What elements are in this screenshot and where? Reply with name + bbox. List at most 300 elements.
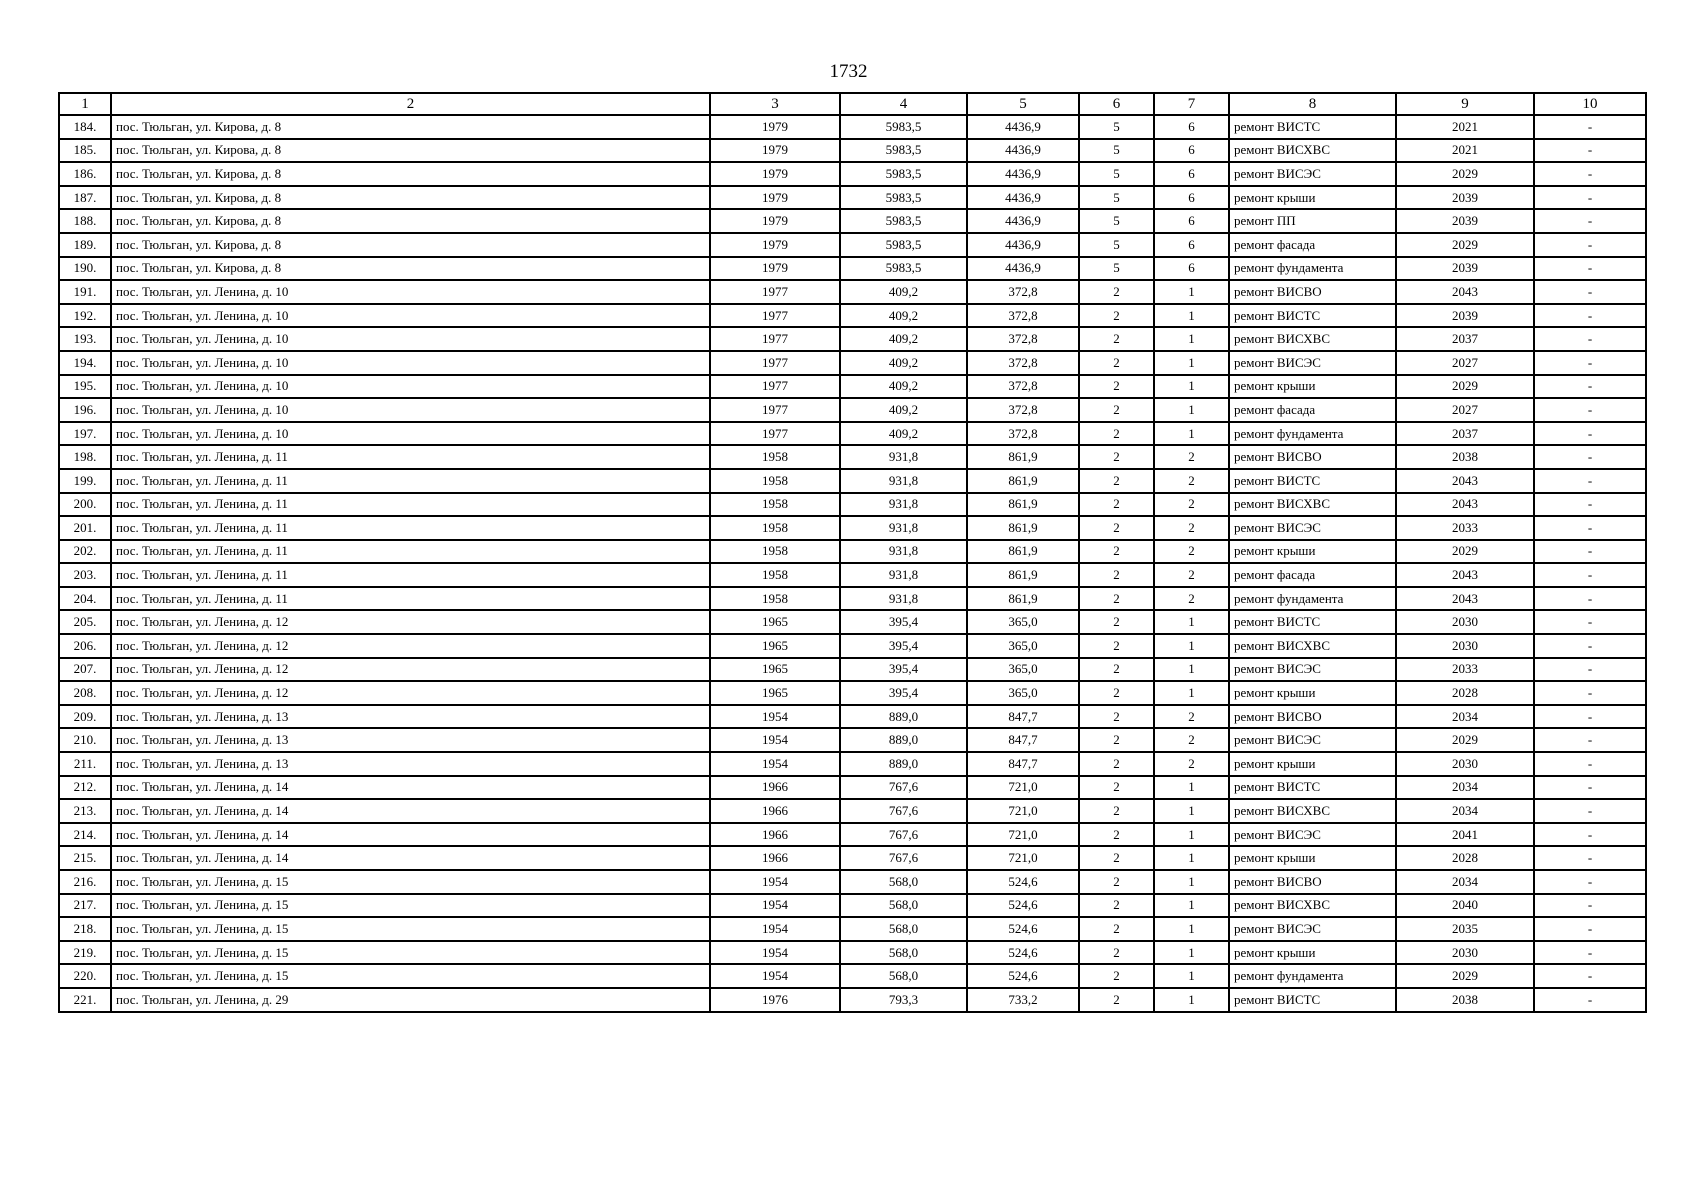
- cell-total-area: 5983,5: [840, 186, 967, 210]
- cell-column-10: -: [1534, 941, 1646, 965]
- table-row: [59, 823, 1646, 847]
- cell-entrances: 1: [1154, 870, 1229, 894]
- table-row: [59, 493, 1646, 517]
- cell-entrances: 1: [1154, 658, 1229, 682]
- cell-work-type: ремонт ВИСЭС: [1229, 516, 1396, 540]
- cell-address: пос. Тюльган, ул. Кирова, д. 8: [111, 139, 710, 163]
- cell-build-year: 1966: [710, 799, 840, 823]
- cell-planned-year: 2030: [1396, 634, 1534, 658]
- cell-living-area: 847,7: [967, 705, 1079, 729]
- cell-column-10: -: [1534, 445, 1646, 469]
- cell-floors: 2: [1079, 728, 1154, 752]
- cell-build-year: 1966: [710, 823, 840, 847]
- cell-total-area: 568,0: [840, 894, 967, 918]
- cell-work-type: ремонт крыши: [1229, 846, 1396, 870]
- cell-planned-year: 2029: [1396, 162, 1534, 186]
- cell-address: пос. Тюльган, ул. Ленина, д. 15: [111, 917, 710, 941]
- cell-planned-year: 2030: [1396, 941, 1534, 965]
- cell-build-year: 1965: [710, 634, 840, 658]
- cell-floors: 2: [1079, 799, 1154, 823]
- cell-living-area: 4436,9: [967, 186, 1079, 210]
- cell-floors: 2: [1079, 964, 1154, 988]
- cell-column-10: -: [1534, 870, 1646, 894]
- cell-address: пос. Тюльган, ул. Кирова, д. 8: [111, 209, 710, 233]
- cell-total-area: 395,4: [840, 658, 967, 682]
- cell-living-area: 861,9: [967, 445, 1079, 469]
- cell-entrances: 6: [1154, 209, 1229, 233]
- column-header-7: 7: [1154, 93, 1229, 115]
- cell-planned-year: 2028: [1396, 846, 1534, 870]
- cell-total-area: 409,2: [840, 398, 967, 422]
- cell-floors: 5: [1079, 209, 1154, 233]
- cell-row-number: 184.: [59, 115, 111, 139]
- cell-floors: 2: [1079, 752, 1154, 776]
- cell-build-year: 1977: [710, 304, 840, 328]
- cell-living-area: 4436,9: [967, 162, 1079, 186]
- cell-row-number: 210.: [59, 728, 111, 752]
- cell-floors: 2: [1079, 776, 1154, 800]
- table-row: [59, 162, 1646, 186]
- cell-living-area: 524,6: [967, 870, 1079, 894]
- cell-total-area: 5983,5: [840, 139, 967, 163]
- cell-column-10: -: [1534, 139, 1646, 163]
- table-row: [59, 728, 1646, 752]
- cell-address: пос. Тюльган, ул. Кирова, д. 8: [111, 257, 710, 281]
- cell-entrances: 6: [1154, 162, 1229, 186]
- cell-build-year: 1954: [710, 752, 840, 776]
- table-row: [59, 398, 1646, 422]
- cell-column-10: -: [1534, 823, 1646, 847]
- table-row: [59, 752, 1646, 776]
- cell-build-year: 1954: [710, 705, 840, 729]
- column-header-4: 4: [840, 93, 967, 115]
- cell-living-area: 861,9: [967, 540, 1079, 564]
- cell-entrances: 6: [1154, 257, 1229, 281]
- cell-work-type: ремонт ВИСТС: [1229, 610, 1396, 634]
- cell-total-area: 931,8: [840, 445, 967, 469]
- cell-entrances: 1: [1154, 799, 1229, 823]
- cell-total-area: 931,8: [840, 587, 967, 611]
- cell-entrances: 1: [1154, 917, 1229, 941]
- cell-floors: 2: [1079, 681, 1154, 705]
- cell-build-year: 1958: [710, 516, 840, 540]
- cell-entrances: 2: [1154, 587, 1229, 611]
- table-row: [59, 209, 1646, 233]
- table-row: [59, 610, 1646, 634]
- cell-entrances: 1: [1154, 398, 1229, 422]
- cell-address: пос. Тюльган, ул. Ленина, д. 10: [111, 422, 710, 446]
- cell-row-number: 191.: [59, 280, 111, 304]
- cell-total-area: 5983,5: [840, 209, 967, 233]
- cell-row-number: 208.: [59, 681, 111, 705]
- cell-address: пос. Тюльган, ул. Ленина, д. 14: [111, 799, 710, 823]
- page-number: 1732: [829, 61, 868, 82]
- cell-total-area: 395,4: [840, 610, 967, 634]
- cell-address: пос. Тюльган, ул. Ленина, д. 12: [111, 610, 710, 634]
- cell-work-type: ремонт ВИСТС: [1229, 469, 1396, 493]
- cell-column-10: -: [1534, 563, 1646, 587]
- cell-living-area: 524,6: [967, 917, 1079, 941]
- cell-address: пос. Тюльган, ул. Ленина, д. 11: [111, 493, 710, 517]
- cell-work-type: ремонт ВИСЭС: [1229, 823, 1396, 847]
- cell-entrances: 2: [1154, 728, 1229, 752]
- cell-planned-year: 2029: [1396, 540, 1534, 564]
- register-table: [58, 92, 1647, 1013]
- cell-row-number: 192.: [59, 304, 111, 328]
- cell-floors: 2: [1079, 941, 1154, 965]
- cell-total-area: 409,2: [840, 327, 967, 351]
- cell-build-year: 1979: [710, 162, 840, 186]
- cell-total-area: 767,6: [840, 799, 967, 823]
- cell-floors: 2: [1079, 658, 1154, 682]
- cell-planned-year: 2043: [1396, 280, 1534, 304]
- table-row: [59, 540, 1646, 564]
- table-row: [59, 776, 1646, 800]
- cell-entrances: 1: [1154, 422, 1229, 446]
- cell-living-area: 372,8: [967, 398, 1079, 422]
- cell-entrances: 1: [1154, 304, 1229, 328]
- cell-planned-year: 2029: [1396, 375, 1534, 399]
- cell-total-area: 889,0: [840, 752, 967, 776]
- cell-total-area: 889,0: [840, 705, 967, 729]
- cell-work-type: ремонт ВИСТС: [1229, 304, 1396, 328]
- cell-living-area: 4436,9: [967, 139, 1079, 163]
- table-row: [59, 587, 1646, 611]
- cell-living-area: 372,8: [967, 327, 1079, 351]
- cell-floors: 5: [1079, 257, 1154, 281]
- cell-work-type: ремонт фундамента: [1229, 587, 1396, 611]
- cell-floors: 2: [1079, 870, 1154, 894]
- cell-planned-year: 2033: [1396, 658, 1534, 682]
- cell-build-year: 1979: [710, 233, 840, 257]
- table-row: [59, 516, 1646, 540]
- cell-entrances: 2: [1154, 752, 1229, 776]
- cell-living-area: 861,9: [967, 587, 1079, 611]
- cell-planned-year: 2038: [1396, 445, 1534, 469]
- cell-row-number: 197.: [59, 422, 111, 446]
- cell-work-type: ремонт ПП: [1229, 209, 1396, 233]
- cell-total-area: 5983,5: [840, 233, 967, 257]
- cell-row-number: 219.: [59, 941, 111, 965]
- cell-entrances: 2: [1154, 469, 1229, 493]
- cell-work-type: ремонт фундамента: [1229, 964, 1396, 988]
- cell-column-10: -: [1534, 587, 1646, 611]
- table-row: [59, 280, 1646, 304]
- cell-build-year: 1979: [710, 186, 840, 210]
- cell-total-area: 767,6: [840, 776, 967, 800]
- table-row: [59, 445, 1646, 469]
- cell-column-10: -: [1534, 964, 1646, 988]
- cell-row-number: 207.: [59, 658, 111, 682]
- cell-floors: 2: [1079, 351, 1154, 375]
- cell-address: пос. Тюльган, ул. Ленина, д. 12: [111, 681, 710, 705]
- cell-floors: 5: [1079, 186, 1154, 210]
- cell-build-year: 1979: [710, 209, 840, 233]
- cell-entrances: 6: [1154, 139, 1229, 163]
- cell-row-number: 218.: [59, 917, 111, 941]
- cell-floors: 2: [1079, 563, 1154, 587]
- cell-address: пос. Тюльган, ул. Кирова, д. 8: [111, 115, 710, 139]
- cell-column-10: -: [1534, 162, 1646, 186]
- cell-work-type: ремонт крыши: [1229, 941, 1396, 965]
- table-row: [59, 115, 1646, 139]
- cell-column-10: -: [1534, 493, 1646, 517]
- cell-planned-year: 2041: [1396, 823, 1534, 847]
- cell-build-year: 1958: [710, 587, 840, 611]
- cell-planned-year: 2039: [1396, 186, 1534, 210]
- cell-build-year: 1979: [710, 139, 840, 163]
- cell-column-10: -: [1534, 233, 1646, 257]
- cell-living-area: 847,7: [967, 752, 1079, 776]
- cell-floors: 2: [1079, 823, 1154, 847]
- cell-entrances: 1: [1154, 375, 1229, 399]
- cell-entrances: 2: [1154, 540, 1229, 564]
- cell-column-10: -: [1534, 681, 1646, 705]
- cell-work-type: ремонт ВИСХВС: [1229, 139, 1396, 163]
- cell-planned-year: 2028: [1396, 681, 1534, 705]
- cell-address: пос. Тюльган, ул. Ленина, д. 11: [111, 587, 710, 611]
- cell-work-type: ремонт ВИСЭС: [1229, 917, 1396, 941]
- cell-address: пос. Тюльган, ул. Ленина, д. 13: [111, 705, 710, 729]
- table-row: [59, 870, 1646, 894]
- cell-entrances: 2: [1154, 563, 1229, 587]
- cell-row-number: 189.: [59, 233, 111, 257]
- cell-work-type: ремонт крыши: [1229, 540, 1396, 564]
- cell-floors: 2: [1079, 516, 1154, 540]
- cell-living-area: 4436,9: [967, 233, 1079, 257]
- table-row: [59, 988, 1646, 1012]
- cell-address: пос. Тюльган, ул. Ленина, д. 10: [111, 327, 710, 351]
- cell-row-number: 196.: [59, 398, 111, 422]
- cell-floors: 2: [1079, 398, 1154, 422]
- cell-planned-year: 2039: [1396, 257, 1534, 281]
- cell-total-area: 395,4: [840, 634, 967, 658]
- cell-row-number: 212.: [59, 776, 111, 800]
- cell-planned-year: 2030: [1396, 610, 1534, 634]
- cell-column-10: -: [1534, 186, 1646, 210]
- cell-build-year: 1954: [710, 917, 840, 941]
- cell-row-number: 198.: [59, 445, 111, 469]
- cell-address: пос. Тюльган, ул. Ленина, д. 15: [111, 870, 710, 894]
- cell-address: пос. Тюльган, ул. Ленина, д. 11: [111, 563, 710, 587]
- cell-work-type: ремонт крыши: [1229, 681, 1396, 705]
- cell-total-area: 793,3: [840, 988, 967, 1012]
- cell-build-year: 1977: [710, 398, 840, 422]
- cell-column-10: -: [1534, 516, 1646, 540]
- cell-planned-year: 2039: [1396, 209, 1534, 233]
- cell-floors: 2: [1079, 846, 1154, 870]
- cell-column-10: -: [1534, 280, 1646, 304]
- cell-row-number: 195.: [59, 375, 111, 399]
- cell-row-number: 204.: [59, 587, 111, 611]
- cell-living-area: 733,2: [967, 988, 1079, 1012]
- cell-column-10: -: [1534, 469, 1646, 493]
- cell-living-area: 372,8: [967, 375, 1079, 399]
- cell-entrances: 2: [1154, 493, 1229, 517]
- cell-living-area: 524,6: [967, 964, 1079, 988]
- cell-build-year: 1954: [710, 870, 840, 894]
- cell-row-number: 209.: [59, 705, 111, 729]
- cell-entrances: 1: [1154, 634, 1229, 658]
- cell-build-year: 1954: [710, 728, 840, 752]
- cell-build-year: 1977: [710, 375, 840, 399]
- cell-floors: 2: [1079, 469, 1154, 493]
- cell-total-area: 409,2: [840, 351, 967, 375]
- cell-address: пос. Тюльган, ул. Кирова, д. 8: [111, 162, 710, 186]
- cell-living-area: 721,0: [967, 776, 1079, 800]
- cell-planned-year: 2038: [1396, 988, 1534, 1012]
- column-header-2: 2: [111, 93, 710, 115]
- cell-living-area: 721,0: [967, 799, 1079, 823]
- cell-build-year: 1977: [710, 422, 840, 446]
- cell-floors: 2: [1079, 493, 1154, 517]
- cell-planned-year: 2043: [1396, 469, 1534, 493]
- table-row: [59, 799, 1646, 823]
- cell-address: пос. Тюльган, ул. Ленина, д. 29: [111, 988, 710, 1012]
- cell-row-number: 201.: [59, 516, 111, 540]
- cell-planned-year: 2039: [1396, 304, 1534, 328]
- cell-living-area: 4436,9: [967, 209, 1079, 233]
- cell-total-area: 409,2: [840, 422, 967, 446]
- cell-work-type: ремонт ВИСВО: [1229, 705, 1396, 729]
- cell-total-area: 395,4: [840, 681, 967, 705]
- table-row: [59, 139, 1646, 163]
- cell-entrances: 1: [1154, 894, 1229, 918]
- table-row: [59, 964, 1646, 988]
- cell-row-number: 213.: [59, 799, 111, 823]
- cell-planned-year: 2021: [1396, 115, 1534, 139]
- cell-work-type: ремонт фасада: [1229, 233, 1396, 257]
- cell-planned-year: 2029: [1396, 964, 1534, 988]
- cell-floors: 5: [1079, 139, 1154, 163]
- table-row: [59, 327, 1646, 351]
- cell-planned-year: 2021: [1396, 139, 1534, 163]
- cell-floors: 2: [1079, 917, 1154, 941]
- cell-row-number: 217.: [59, 894, 111, 918]
- cell-build-year: 1977: [710, 327, 840, 351]
- table-row: [59, 917, 1646, 941]
- cell-address: пос. Тюльган, ул. Ленина, д. 14: [111, 846, 710, 870]
- cell-work-type: ремонт ВИСТС: [1229, 115, 1396, 139]
- cell-column-10: -: [1534, 327, 1646, 351]
- cell-total-area: 568,0: [840, 917, 967, 941]
- cell-work-type: ремонт ВИСТС: [1229, 988, 1396, 1012]
- table-row: [59, 469, 1646, 493]
- cell-planned-year: 2030: [1396, 752, 1534, 776]
- cell-work-type: ремонт ВИСЭС: [1229, 351, 1396, 375]
- table-row: [59, 941, 1646, 965]
- column-header-5: 5: [967, 93, 1079, 115]
- cell-column-10: -: [1534, 728, 1646, 752]
- cell-row-number: 215.: [59, 846, 111, 870]
- cell-column-10: -: [1534, 351, 1646, 375]
- cell-row-number: 206.: [59, 634, 111, 658]
- cell-address: пос. Тюльган, ул. Кирова, д. 8: [111, 186, 710, 210]
- cell-row-number: 214.: [59, 823, 111, 847]
- cell-total-area: 931,8: [840, 563, 967, 587]
- cell-planned-year: 2043: [1396, 587, 1534, 611]
- cell-row-number: 216.: [59, 870, 111, 894]
- column-header-6: 6: [1079, 93, 1154, 115]
- cell-work-type: ремонт ВИСХВС: [1229, 634, 1396, 658]
- cell-entrances: 1: [1154, 964, 1229, 988]
- cell-work-type: ремонт ВИСЭС: [1229, 728, 1396, 752]
- cell-build-year: 1958: [710, 493, 840, 517]
- cell-floors: 5: [1079, 162, 1154, 186]
- cell-floors: 2: [1079, 540, 1154, 564]
- cell-build-year: 1954: [710, 964, 840, 988]
- cell-address: пос. Тюльган, ул. Ленина, д. 15: [111, 964, 710, 988]
- cell-total-area: 568,0: [840, 870, 967, 894]
- cell-row-number: 185.: [59, 139, 111, 163]
- cell-address: пос. Тюльган, ул. Ленина, д. 11: [111, 516, 710, 540]
- cell-row-number: 220.: [59, 964, 111, 988]
- cell-build-year: 1977: [710, 351, 840, 375]
- cell-column-10: -: [1534, 846, 1646, 870]
- cell-floors: 2: [1079, 280, 1154, 304]
- table-row: [59, 257, 1646, 281]
- cell-total-area: 409,2: [840, 375, 967, 399]
- cell-address: пос. Тюльган, ул. Ленина, д. 10: [111, 351, 710, 375]
- cell-address: пос. Тюльган, ул. Ленина, д. 12: [111, 634, 710, 658]
- cell-row-number: 202.: [59, 540, 111, 564]
- table-row: [59, 563, 1646, 587]
- cell-floors: 2: [1079, 894, 1154, 918]
- cell-planned-year: 2040: [1396, 894, 1534, 918]
- table-row: [59, 846, 1646, 870]
- cell-column-10: -: [1534, 776, 1646, 800]
- cell-living-area: 861,9: [967, 516, 1079, 540]
- cell-living-area: 524,6: [967, 894, 1079, 918]
- cell-living-area: 372,8: [967, 280, 1079, 304]
- cell-entrances: 1: [1154, 941, 1229, 965]
- cell-entrances: 6: [1154, 186, 1229, 210]
- cell-living-area: 372,8: [967, 351, 1079, 375]
- cell-build-year: 1979: [710, 115, 840, 139]
- cell-build-year: 1966: [710, 846, 840, 870]
- cell-build-year: 1979: [710, 257, 840, 281]
- table-row: [59, 422, 1646, 446]
- cell-row-number: 187.: [59, 186, 111, 210]
- cell-row-number: 200.: [59, 493, 111, 517]
- cell-work-type: ремонт ВИСТС: [1229, 776, 1396, 800]
- column-header-9: 9: [1396, 93, 1534, 115]
- cell-total-area: 568,0: [840, 964, 967, 988]
- cell-column-10: -: [1534, 988, 1646, 1012]
- cell-build-year: 1958: [710, 540, 840, 564]
- column-header-1: 1: [59, 93, 111, 115]
- cell-planned-year: 2034: [1396, 776, 1534, 800]
- cell-row-number: 194.: [59, 351, 111, 375]
- cell-build-year: 1965: [710, 658, 840, 682]
- cell-entrances: 1: [1154, 681, 1229, 705]
- cell-floors: 2: [1079, 422, 1154, 446]
- cell-planned-year: 2034: [1396, 799, 1534, 823]
- cell-column-10: -: [1534, 894, 1646, 918]
- cell-entrances: 1: [1154, 776, 1229, 800]
- cell-column-10: -: [1534, 658, 1646, 682]
- cell-build-year: 1958: [710, 563, 840, 587]
- cell-address: пос. Тюльган, ул. Ленина, д. 13: [111, 752, 710, 776]
- cell-floors: 2: [1079, 610, 1154, 634]
- table-row: [59, 634, 1646, 658]
- cell-planned-year: 2037: [1396, 327, 1534, 351]
- cell-row-number: 205.: [59, 610, 111, 634]
- cell-address: пос. Тюльган, ул. Ленина, д. 14: [111, 823, 710, 847]
- cell-total-area: 931,8: [840, 516, 967, 540]
- table-row: [59, 658, 1646, 682]
- cell-entrances: 1: [1154, 846, 1229, 870]
